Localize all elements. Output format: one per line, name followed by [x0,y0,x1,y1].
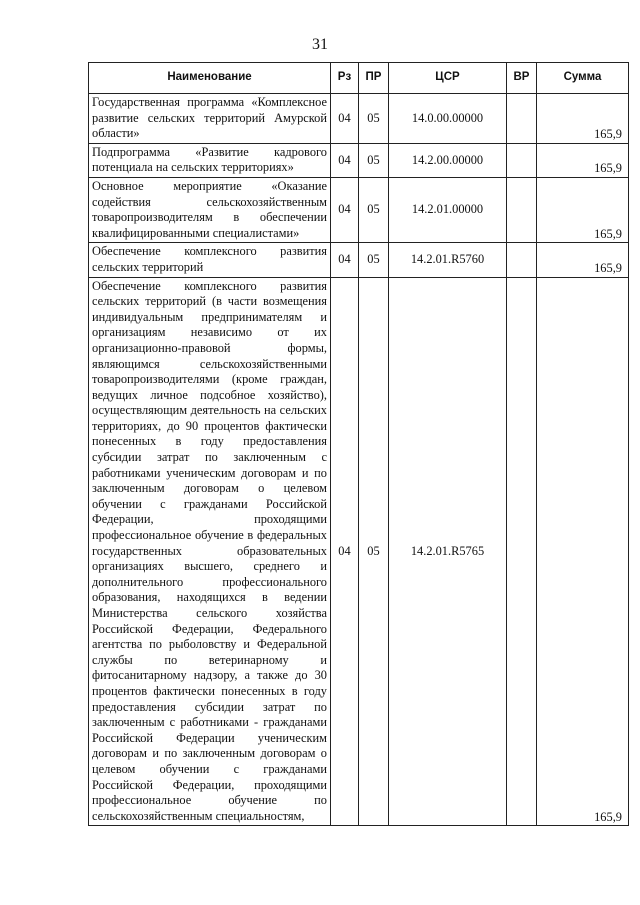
row-sum: 165,9 [537,143,629,177]
table-row [89,143,629,177]
row-pr: 05 [359,277,389,826]
row-sum: 165,9 [537,177,629,242]
row-sum: 165,9 [537,277,629,826]
row-rz: 04 [331,94,359,144]
row-vr [507,277,537,826]
row-pr: 05 [359,94,389,144]
row-vr [507,94,537,144]
row-pr: 05 [359,143,389,177]
header-sum: Сумма [537,63,629,94]
table-row [89,243,629,277]
table-row [89,94,629,144]
row-sum: 165,9 [537,94,629,144]
row-name: Государственная программа «Комплексное развитие сельских территорий Амурской области» [89,94,331,144]
header-name: Наименование [89,63,331,94]
row-name: Обеспечение комплексного развития сельских территорий (в части возмещения индивидуальным предпринимателям и организациям независимо от их организационно-правовой формы, являющимся сельскохозяйственными товаропроизводителями (кроме граждан, ведущих личное подсобное хозяйство), осуществляющим деятельность на сельских территориях, до 90 процентов фактически понесенных в году предоставления субсидии затрат по заключенным с работниками ученическим договорам и по заключенным договорам о целевом обучении с гражданами Российской Федерации, проходящими профессиональное обучение в федеральных государственных образовательных организациях высшего, среднего и дополнительного профессионального образования, находящихся в ведении Министерства сельского хозяйства Российской Федерации, Федерального агентства по рыболовству и Федеральной службы по ветеринарному и фитосанитарному надзору, а также до 30 процентов фактически понесенных в году предоставления субсидии затрат по заключенным с работниками - гражданами Российской Федерации ученическим договорам и по заключенным договорам о целевом обучении с гражданами Российской Федерации, проходящими профессиональное обучение по сельскохозяйственным специальностям, [89,277,331,826]
row-sum: 165,9 [537,243,629,277]
row-vr [507,177,537,242]
row-csr: 14.2.01.R5760 [389,243,507,277]
header-pr: ПР [359,63,389,94]
row-vr [507,143,537,177]
table-row [89,177,629,242]
table-header-row [89,63,629,94]
row-pr: 05 [359,243,389,277]
table-row [89,277,629,826]
row-pr: 05 [359,177,389,242]
row-name: Обеспечение комплексного развития сельских территорий [89,243,331,277]
row-vr [507,243,537,277]
header-vr: ВР [507,63,537,94]
header-csr: ЦСР [389,63,507,94]
row-csr: 14.2.00.00000 [389,143,507,177]
budget-table [88,62,629,826]
page-number: 31 [312,36,328,53]
row-rz: 04 [331,243,359,277]
row-csr: 14.2.01.00000 [389,177,507,242]
row-csr: 14.0.00.00000 [389,94,507,144]
row-rz: 04 [331,277,359,826]
row-csr: 14.2.01.R5765 [389,277,507,826]
row-rz: 04 [331,143,359,177]
header-rz: Рз [331,63,359,94]
row-name: Подпрограмма «Развитие кадрового потенциала на сельских территориях» [89,143,331,177]
row-rz: 04 [331,177,359,242]
row-name: Основное мероприятие «Оказание содействия сельскохозяйственным товаропроизводителям в обеспечении квалифицированными специалистами» [89,177,331,242]
